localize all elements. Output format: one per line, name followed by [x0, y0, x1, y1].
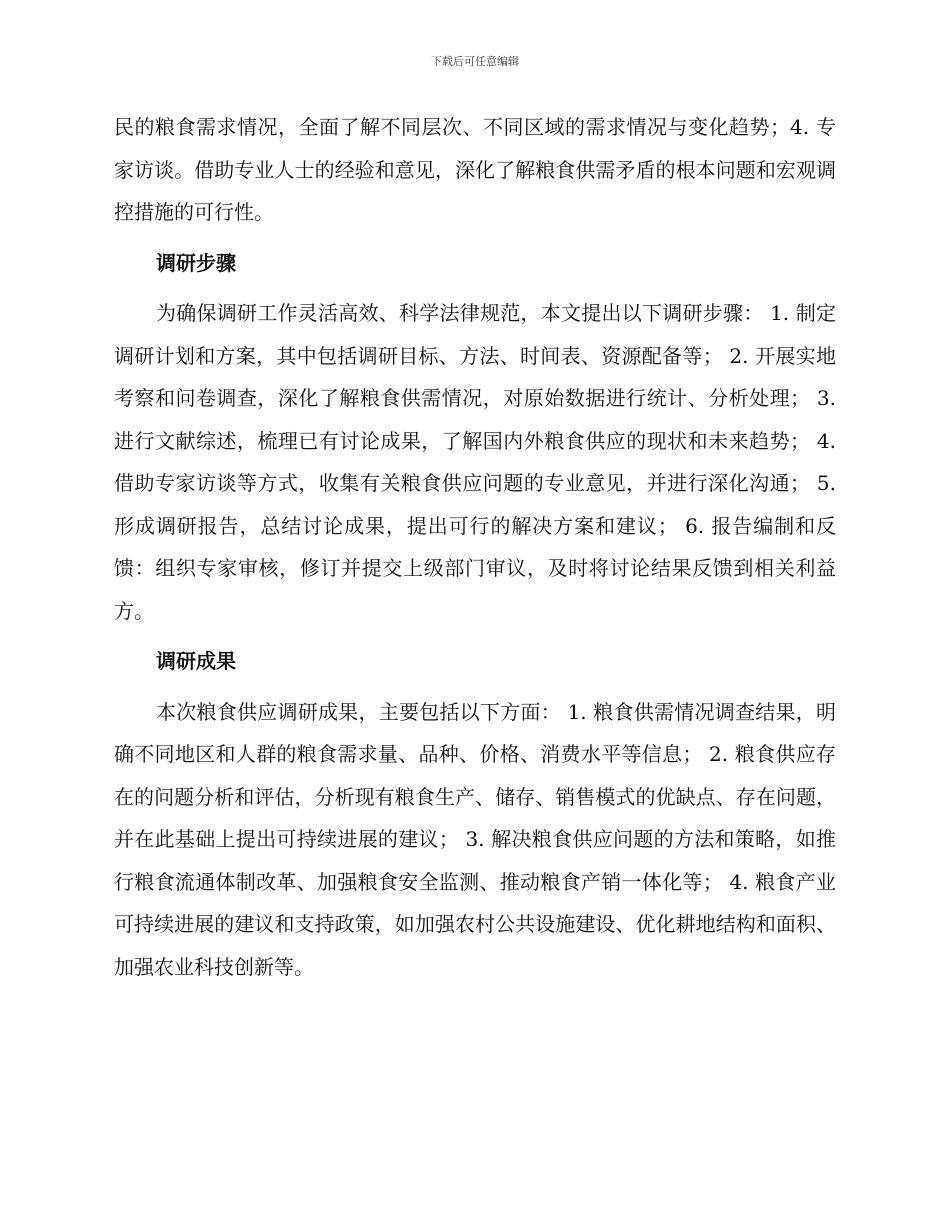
section-heading-results: 调研成果 [156, 649, 236, 673]
section-heading-steps: 调研步骤 [156, 250, 236, 275]
section-gap [114, 632, 836, 640]
steps-paragraph: 为确保调研工作灵活高效、科学法律规范，本文提出以下调研步骤： 1. 制定调研计划和方案，其中包括调研目标、方法、时间表、资源配备等； 2. 开展实地考察和问卷调查，深化了解粮食供需情况，对原始数据进行统计、分析处理； 3. 进行文献综述，梳理已有讨论成果，了解国内外粮食供应的现状和未来趋势； 4. 借助专家访谈等方式，收集有关粮食供应问题的专业意见，并进行深化沟通； 5. 形成调研报告，总结讨论成果，提出可行的解决方案和建议； 6. 报告编制和反馈：组织专家审核，修订并提交上级部门审议，及时将讨论结果反馈到相关利益方。 [114, 301, 836, 623]
section-gap [114, 284, 836, 292]
page-header [0, 54, 950, 70]
intro-paragraph: 民的粮食需求情况，全面了解不同层次、不同区域的需求情况与变化趋势；4. 专家访谈。借助专业人士的经验和意见，深化了解粮食供需矛盾的根本问题和宏观调控措施的可行性。 [114, 115, 836, 224]
section-gap [114, 683, 836, 691]
page-header-text: 下载后可任意编辑 [431, 55, 519, 68]
results-paragraph: 本次粮食供应调研成果，主要包括以下方面： 1. 粮食供需情况调查结果，明确不同地区和人群的粮食需求量、品种、价格、消费水平等信息； 2. 粮食供应存在的问题分析和评估，分析现有粮食生产、储存、销售模式的优缺点、存在问题，并在此基础上提出可持续进展的建议； 3. 解决粮食供应问题的方法和策略，如推行粮食流通体制改革、加强粮食安全监测、推动粮食产销一体化等； 4. 粮食产业可持续进展的建议和支持政策，如加强农村公共设施建设、优化耕地结构和面积、加强农业科技创新等。 [114, 699, 836, 979]
document-body [114, 106, 836, 988]
section-gap [114, 234, 836, 242]
